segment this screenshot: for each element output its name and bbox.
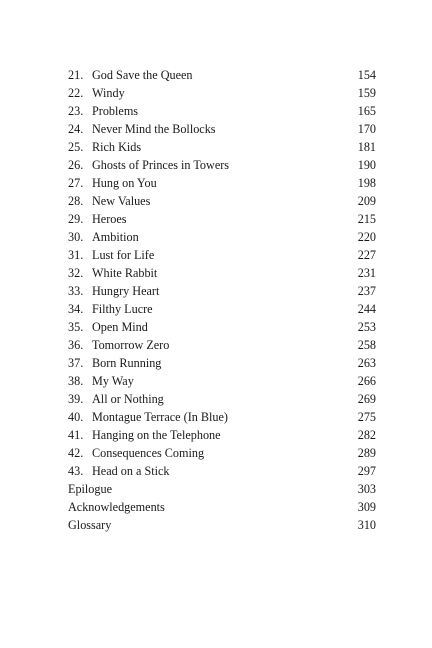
chapter-number: 31. — [68, 248, 84, 262]
chapter-number: 26. — [68, 158, 84, 172]
chapter-title: Hung on You — [92, 176, 157, 190]
page-number: 263 — [357, 356, 376, 370]
chapter-number: 38. — [68, 374, 84, 388]
chapter-number: 27. — [68, 176, 84, 190]
page-number: 282 — [357, 428, 376, 442]
chapter-number: 24. — [68, 122, 84, 136]
page-number: 231 — [357, 266, 376, 280]
chapter-number: 40. — [68, 410, 84, 424]
chapter-title: Hungry Heart — [92, 284, 160, 298]
toc-entry — [68, 66, 376, 84]
page-number: 237 — [357, 284, 376, 298]
page-number: 165 — [357, 104, 376, 118]
chapter-number: 22. — [68, 86, 84, 100]
chapter-number: 32. — [68, 266, 84, 280]
chapter-list — [68, 66, 376, 480]
toc-entry — [68, 372, 376, 390]
chapter-number: 37. — [68, 356, 84, 370]
back-matter-list — [68, 480, 376, 534]
page-number: 215 — [357, 212, 376, 226]
chapter-title: Rich Kids — [92, 140, 142, 154]
page-number: 154 — [357, 68, 376, 82]
section-title: Glossary — [68, 518, 112, 532]
chapter-number: 36. — [68, 338, 84, 352]
chapter-title: All or Nothing — [92, 392, 164, 406]
chapter-number: 21. — [68, 68, 84, 82]
toc-entry — [68, 210, 376, 228]
table-of-contents — [68, 66, 376, 534]
chapter-title: New Values — [92, 194, 151, 208]
toc-entry — [68, 228, 376, 246]
chapter-number: 43. — [68, 464, 84, 478]
chapter-title: Montague Terrace (In Blue) — [92, 410, 228, 424]
toc-entry — [68, 156, 376, 174]
toc-entry — [68, 408, 376, 426]
page-number: 303 — [357, 482, 376, 496]
toc-entry — [68, 192, 376, 210]
chapter-number: 35. — [68, 320, 84, 334]
section-title: Acknowledgements — [68, 500, 165, 514]
toc-entry — [68, 282, 376, 300]
toc-entry — [68, 84, 376, 102]
toc-entry — [68, 462, 376, 480]
section-title: Epilogue — [68, 482, 113, 496]
toc-entry — [68, 174, 376, 192]
chapter-number: 25. — [68, 140, 84, 154]
chapter-title: God Save the Queen — [92, 68, 193, 82]
chapter-number: 29. — [68, 212, 84, 226]
page-number: 198 — [357, 176, 376, 190]
page-number: 275 — [357, 410, 376, 424]
page-number: 289 — [357, 446, 376, 460]
toc-entry — [68, 102, 376, 120]
toc-entry — [68, 498, 376, 516]
chapter-title: Problems — [92, 104, 139, 118]
page-number: 159 — [357, 86, 376, 100]
chapter-title: Windy — [92, 86, 125, 100]
page-number: 227 — [357, 248, 376, 262]
chapter-title: Head on a Stick — [92, 464, 170, 478]
page-number: 181 — [357, 140, 376, 154]
page-number: 269 — [357, 392, 376, 406]
chapter-title: Born Running — [92, 356, 162, 370]
toc-entry — [68, 318, 376, 336]
toc-entry — [68, 120, 376, 138]
chapter-number: 34. — [68, 302, 84, 316]
chapter-title: White Rabbit — [92, 266, 158, 280]
chapter-title: Filthy Lucre — [92, 302, 153, 316]
toc-entry — [68, 444, 376, 462]
chapter-number: 33. — [68, 284, 84, 298]
page-number: 297 — [357, 464, 376, 478]
page-number: 209 — [357, 194, 376, 208]
chapter-title: My Way — [92, 374, 134, 388]
chapter-title: Lust for Life — [92, 248, 155, 262]
toc-entry — [68, 390, 376, 408]
toc-entry — [68, 516, 376, 534]
page-number: 309 — [357, 500, 376, 514]
toc-entry — [68, 354, 376, 372]
chapter-title: Consequences Coming — [92, 446, 205, 460]
chapter-title: Heroes — [92, 212, 127, 226]
toc-entry — [68, 300, 376, 318]
chapter-number: 23. — [68, 104, 84, 118]
page-number: 190 — [357, 158, 376, 172]
page-number: 170 — [357, 122, 376, 136]
chapter-number: 41. — [68, 428, 84, 442]
chapter-number: 39. — [68, 392, 84, 406]
toc-entry — [68, 426, 376, 444]
chapter-title: Never Mind the Bollocks — [92, 122, 216, 136]
toc-entry — [68, 480, 376, 498]
page-number: 258 — [357, 338, 376, 352]
page-number: 310 — [357, 518, 376, 532]
chapter-title: Open Mind — [92, 320, 148, 334]
page-number: 244 — [357, 302, 376, 316]
chapter-number: 30. — [68, 230, 84, 244]
chapter-number: 28. — [68, 194, 84, 208]
chapter-title: Tomorrow Zero — [92, 338, 170, 352]
chapter-title: Hanging on the Telephone — [92, 428, 221, 442]
chapter-title: Ambition — [92, 230, 139, 244]
chapter-number: 42. — [68, 446, 84, 460]
page-number: 266 — [357, 374, 376, 388]
toc-entry — [68, 138, 376, 156]
page-number: 253 — [357, 320, 376, 334]
chapter-title: Ghosts of Princes in Towers — [92, 158, 230, 172]
toc-entry — [68, 246, 376, 264]
toc-entry — [68, 336, 376, 354]
page-number: 220 — [357, 230, 376, 244]
toc-entry — [68, 264, 376, 282]
